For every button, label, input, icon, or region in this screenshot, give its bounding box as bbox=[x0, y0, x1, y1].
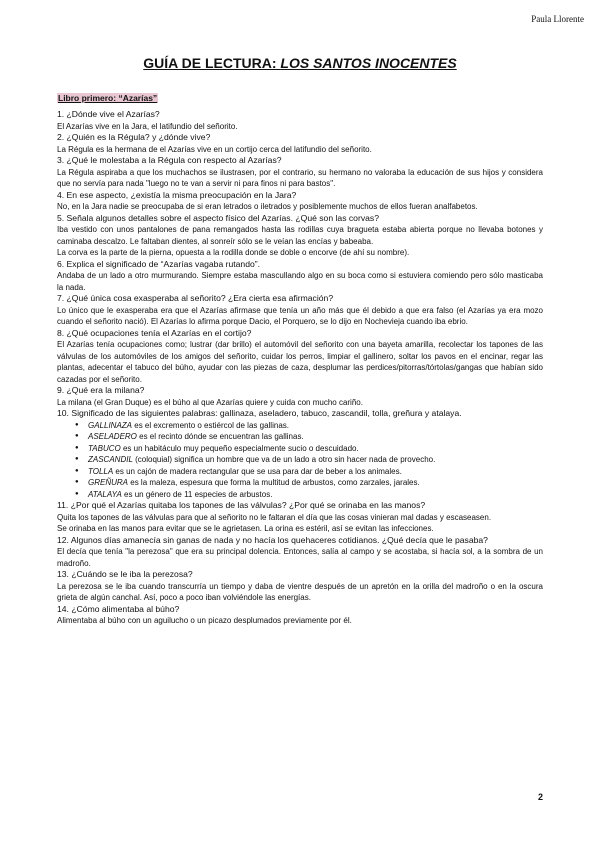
glossary-definition: es un habitáculo muy pequeño especialmente sucio o descuidado. bbox=[120, 443, 359, 453]
glossary-term: TOLLA bbox=[88, 466, 114, 476]
glossary-item bbox=[88, 454, 543, 466]
glossary-definition: (coloquial) significa un hombre que va de un lado a otro sin hacer nada de provecho. bbox=[132, 455, 436, 464]
answer: No, en la Jara nadie se preocupaba de si eran letrados o iletrados y posiblemente muchos de ellos fueran analfabetos. bbox=[57, 202, 478, 211]
glossary-term: ASELADERO bbox=[88, 432, 137, 441]
glossary-item bbox=[88, 489, 543, 501]
glossary-definition: es un género de 11 especies de arbustos. bbox=[121, 489, 273, 499]
title-prefix: GUÍA DE LECTURA: bbox=[143, 55, 281, 71]
glossary-definition: es el recinto dónde se encuentran las gallinas. bbox=[136, 432, 304, 441]
glossary-definition: es la maleza, espesura que forma la multitud de arbustos, como zarzales, jarales. bbox=[128, 478, 420, 487]
glossary-item bbox=[88, 466, 543, 478]
question: 9. ¿Qué era la milana? bbox=[57, 385, 145, 395]
answer: Andaba de un lado a otro murmurando. Siempre estaba mascullando algo en su boca como si estuviera comiendo pero sólo masticaba la nada. bbox=[57, 271, 543, 292]
answer: La Régula aspiraba a que los muchachos se ilustrasen, por el contrario, su hermano no valoraba la educación de sus hijos y considera que no servía para nada "luego no te van a servir ni para finos ni para bastos". bbox=[57, 167, 543, 188]
section-heading: Libro primero: “Azarías” bbox=[58, 93, 158, 103]
glossary-item bbox=[88, 420, 543, 432]
answer: La milana (el Gran Duque) es el búho al que Azarías quiere y cuida con mucho cariño. bbox=[57, 397, 363, 407]
page-title bbox=[0, 55, 600, 71]
page-number: 2 bbox=[537, 792, 543, 802]
question: 14. ¿Cómo alimentaba al búho? bbox=[57, 603, 180, 614]
author-header: Paula Llorente bbox=[531, 14, 584, 24]
question: 6. Explica el significado de “Azarías vagaba rutando”. bbox=[57, 258, 261, 269]
glossary-definition: es el excremento o estiércol de las gallinas. bbox=[132, 420, 289, 430]
question: 2. ¿Quién es la Régula? y ¿dónde vive? bbox=[57, 132, 211, 142]
answer: La perezosa se le iba cuando transcurría un tiempo y daba de vientre después de un apretón en la orilla del madroño o en la oscura grieta de algún canchal. Así, poco a poco iban volviéndole las energías. bbox=[57, 581, 543, 602]
glossary-definition: es un cajón de madera rectangular que se usa para dar de beber a los animales. bbox=[113, 466, 402, 476]
title-book: LOS SANTOS INOCENTES bbox=[280, 55, 457, 71]
glossary-term: ATALAYA bbox=[88, 489, 122, 499]
question: 4. En ese aspecto, ¿existía la misma preocupación en la Jara? bbox=[57, 189, 297, 200]
answer: El decía que tenía "la perezosa" que era su principal dolencia. Entonces, salía al campo y se acostaba, si hacía sol, a la sombra de un madroño. bbox=[57, 547, 543, 568]
reading-guide-content bbox=[57, 109, 543, 627]
question: 3. ¿Qué le molestaba a la Régula con respecto al Azarías? bbox=[57, 155, 282, 165]
answer: Alimentaba al búho con un aguilucho o un picazo desplumados previamente por él. bbox=[57, 616, 352, 625]
answer: Se orinaba en las manos para evitar que se le agrietasen. La orina es estéril, así se evitan las infecciones. bbox=[57, 524, 434, 533]
answer: El Azarías vive en la Jara, el latifundio del señorito. bbox=[57, 121, 238, 131]
glossary-list bbox=[57, 420, 543, 501]
answer: Quita los tapones de las válvulas para que al señorito no le faltaran el día que las cosas vinieran mal dadas y escaseasen. bbox=[57, 512, 492, 522]
question: 12. Algunos días amanecía sin ganas de nada y no hacía los quehaceres cotidianos. ¿Qué decía que le pasaba? bbox=[57, 534, 488, 545]
answer: La corva es la parte de la pierna, opuesta a la rodilla donde se doble o encorve (de ahí su nombre). bbox=[57, 248, 410, 257]
question: 11. ¿Por qué el Azarías quitaba los tapones de las válvulas? ¿Por qué se orinaba en las manos? bbox=[57, 500, 426, 510]
glossary-item bbox=[88, 431, 543, 443]
question: 1. ¿Dónde vive el Azarías? bbox=[57, 109, 160, 119]
glossary-item bbox=[88, 477, 543, 489]
question: 8. ¿Qué ocupaciones tenía el Azarías en el cortijo? bbox=[57, 327, 252, 338]
answer: Iba vestido con unos pantalones de pana remangados hasta las rodillas cuya bragueta estaba abierta porque no llevaba botones y caminaba descalzo. Le faltaban dientes, al sonreír sólo se le veían las encías y babeaba. bbox=[57, 225, 543, 246]
glossary-term: GALLINAZA bbox=[88, 420, 133, 430]
question: 13. ¿Cuándo se le iba la perezosa? bbox=[57, 569, 193, 579]
glossary-term: TABUCO bbox=[88, 443, 121, 453]
answer: La Régula es la hermana de el Azarías vive en un cortijo cerca del latifundio del señorito. bbox=[57, 144, 372, 154]
question: 7. ¿Qué única cosa exasperaba al señorito? ¿Era cierta esa afirmación? bbox=[57, 293, 334, 303]
answer: El Azarías tenía ocupaciones como; lustrar (dar brillo) el automóvil del señorito con una bayeta amarilla, recolectar los tapones de las válvulas de los automóviles de los amigos del señorito, cuidar los perros, limpiar el gallinero, soltar los pavos en el encinar, regar las plantas, adecentar el tabuco del búho, ayudar con las piezas de caza, desplumar las perdices/pitorras/tórtolas/gangas que habían sido cazadas por el señorito. bbox=[57, 340, 543, 384]
answer: Lo único que le exasperaba era que el Azarías afirmase que tenía un año más que él debido a que era falso (el Azarías ya era mozo cuando el señorito nació). El Azarías lo afirma porque Dacio, el Porquero, se lo dijo en Nochevieja cuando iba ebrio. bbox=[57, 305, 543, 326]
question: 10. Significado de las siguientes palabras: gallinaza, aseladero, tabuco, zascandil, tolla, greñura y atalaya. bbox=[57, 408, 462, 418]
glossary-term: ZASCANDIL bbox=[88, 455, 133, 464]
glossary-item bbox=[88, 443, 543, 455]
question: 5. Señala algunos detalles sobre el aspecto físico del Azarías. ¿Qué son las corvas? bbox=[57, 212, 379, 223]
glossary-term: GREÑURA bbox=[88, 478, 129, 487]
